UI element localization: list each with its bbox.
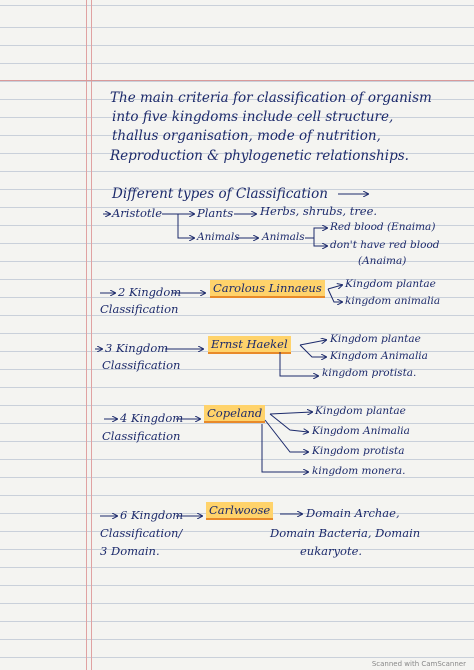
domain-line-2: Domain Bacteria, Domain	[270, 526, 421, 540]
two-kingdom-item: kingdom animalia	[345, 295, 441, 307]
four-kingdom-item: Kingdom plantae	[315, 405, 406, 417]
two-kingdom-item-arrow	[328, 289, 342, 302]
three-kingdom-item: Kingdom Animalia	[330, 350, 428, 362]
four-kingdom-item-arrow	[270, 412, 312, 414]
six-kingdom-classification: Classification/	[100, 526, 183, 540]
three-kingdom-classification: Classification	[102, 358, 181, 372]
no-red-blood: don't have red blood	[330, 239, 440, 251]
four-kingdom-classification: Classification	[102, 429, 181, 443]
animals-label-2: Animals	[262, 231, 305, 243]
red-blood-arrow	[305, 228, 327, 238]
aristotle-label: Aristotle	[112, 206, 163, 220]
four-kingdom-item-arrow	[265, 420, 308, 452]
anaima: (Anaima)	[358, 255, 407, 267]
three-kingdom-item-arrow	[300, 345, 326, 357]
four-kingdom-item: Kingdom Animalia	[312, 425, 410, 437]
three-domain-label: 3 Domain.	[100, 544, 160, 558]
intro-line-1: The main criteria for classification of organism	[110, 90, 432, 106]
four-kingdom-label: 4 Kingdom	[120, 411, 184, 425]
plants-label: Plants	[197, 206, 234, 220]
four-kingdom-item-arrow	[270, 414, 308, 432]
intro-line-3: thallus organisation, mode of nutrition,	[112, 128, 381, 144]
two-kingdom-scientist: Carolous Linnaeus	[210, 283, 325, 295]
red-blood: Red blood (Enaima)	[330, 221, 436, 233]
four-kingdom-item: kingdom monera.	[312, 465, 406, 477]
three-kingdom-item: Kingdom plantae	[330, 333, 421, 345]
plant-groups: Herbs, shrubs, tree.	[260, 204, 378, 218]
scanner-footer: Scanned with CamScanner	[371, 660, 466, 668]
domain-line-1: Domain Archae,	[306, 506, 400, 520]
six-kingdom-scientist: Carlwoose	[206, 505, 273, 517]
two-kingdom-item: Kingdom plantae	[345, 278, 436, 290]
three-kingdom-item-arrow	[300, 340, 326, 345]
two-kingdom-classification: Classification	[100, 302, 179, 316]
intro-line-2: into five kingdoms include cell structure,	[112, 109, 394, 125]
intro-line-4: Reproduction & phylogenetic relationships.	[110, 148, 409, 164]
three-kingdom-item: kingdom protista.	[322, 367, 417, 379]
animals-label: Animals	[197, 231, 240, 243]
two-kingdom-label: 2 Kingdom	[118, 285, 182, 299]
four-kingdom-scientist: Copeland	[204, 408, 265, 420]
no-red-blood-arrow	[314, 238, 327, 246]
domain-line-3: eukaryote.	[300, 544, 363, 558]
aristotle-animals-arrow	[178, 214, 194, 238]
three-kingdom-label: 3 Kingdom	[105, 341, 169, 355]
two-kingdom-item-arrow	[328, 285, 342, 289]
types-heading: Different types of Classification	[112, 186, 328, 202]
four-kingdom-item: Kingdom protista	[312, 445, 405, 457]
three-kingdom-scientist: Ernst Haekel	[208, 339, 291, 351]
three-kingdom-item-arrow	[280, 352, 318, 376]
six-kingdom-label: 6 Kingdom	[120, 508, 184, 522]
